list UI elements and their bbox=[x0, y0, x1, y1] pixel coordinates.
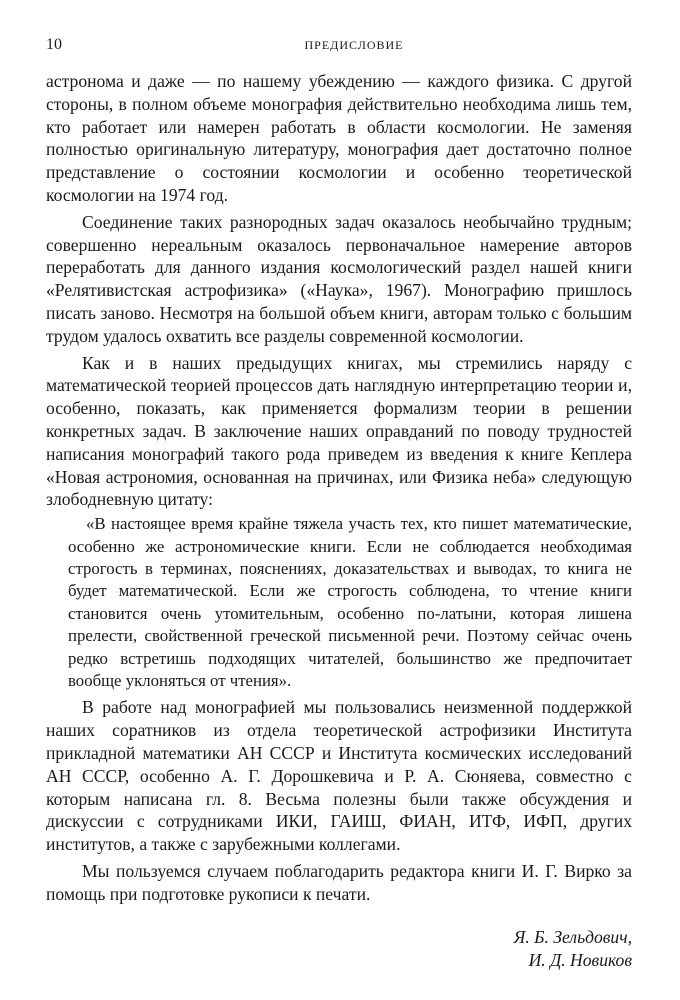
paragraph-continuation: астронома и даже — по нашему убеждению — каждого физика. С другой стороны, в полном объеме монография действительно необходима лишь тем, кто работает или намерен работать в области космологии. Не заменяя полностью оригинальную литературу, монография дает достаточно полное представление о состоянии космологии и особенно теоретической космологии на 1974 год. bbox=[46, 71, 632, 205]
page-number: 10 bbox=[46, 36, 62, 53]
paragraph-previous-books: Как и в наших предыдущих книгах, мы стремились наряду с математической теорией процессов дать наглядную интерпретацию теории и, особенно, показать, как применяется формализм теории в решении конкретных задач. В заключение наших оправданий по поводу трудностей написания монографий такого рода приведем из введения к книге Кеплера «Новая астрономия, основанная на причинах, или Физика неба» следующую злободневную цитату: bbox=[46, 352, 632, 510]
book-page bbox=[46, 30, 632, 972]
paragraph-combination-of-tasks: Соединение таких разнородных задач оказалось необычайно трудным; совершенно нереальным оказалось первоначальное намерение авторов переработать для данного издания космологический раздел нашей книги «Релятивистская астрофизика» («Наука», 1967). Монографию пришлось писать заново. Несмотря на большой объем книги, авторам только с большим трудом удалось охватить все разделы современной космологии. bbox=[46, 211, 632, 346]
body-text bbox=[46, 70, 632, 906]
signature-zeldovich: Я. Б. Зельдович, bbox=[513, 926, 632, 947]
running-head bbox=[46, 30, 632, 60]
paragraph-editor-thanks: Мы пользуемся случаем поблагодарить редактора книги И. Г. Вирко за помощь при подготовке рукописи к печати. bbox=[46, 860, 632, 904]
signature-novikov: И. Д. Новиков bbox=[528, 949, 632, 970]
kepler-quote: «В настоящее время крайне тяжела участь тех, кто пишет математические, особенно же астрономические книги. Если не соблюдается необходимая строгость в терминах, пояснениях, доказательствах и выводах, то книга не будет математической. Если же строгость соблюдена, то чтение книги становится очень утомительным, особенно по-латыни, которая лишена прелести, свойственной греческой письменной речи. Поэтому сейчас очень редко встретишь подходящих читателей, большинство же предпочитает вообще уклоняться от чтения». bbox=[68, 514, 632, 690]
paragraph-acknowledgements: В работе над монографией мы пользовались неизменной поддержкой наших соратников из отдела теоретической астрофизики Института прикладной математики АН СССР и Института космических исследований АН СССР, особенно А. Г. Дорошкевича и Р. А. Сюняева, совместно с которым написана гл. 8. Весьма полезны были также обсуждения и дискуссии с сотрудниками ИКИ, ГАИШ, ФИАН, ИТФ, ИФП, других институтов, а также с зарубежными коллегами. bbox=[46, 697, 632, 855]
running-title: ПРЕДИСЛОВИЕ bbox=[304, 38, 404, 52]
author-signatures bbox=[46, 926, 632, 972]
